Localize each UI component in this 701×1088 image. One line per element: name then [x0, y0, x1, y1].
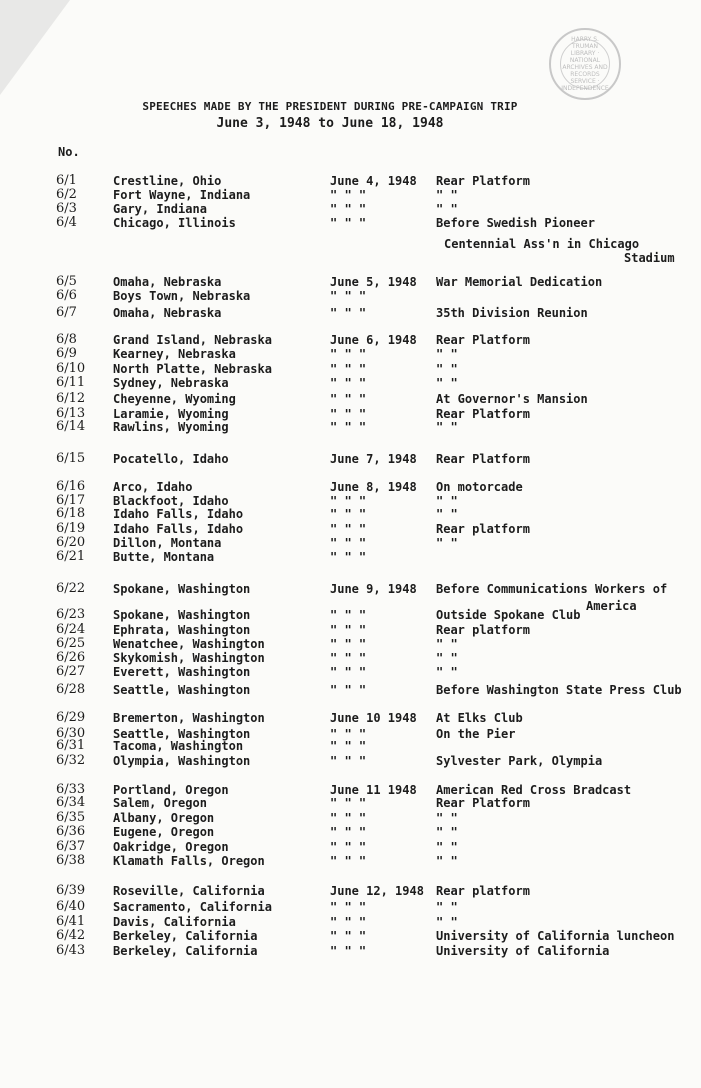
speech-location: Omaha, Nebraska [113, 306, 222, 320]
speech-row [0, 796, 701, 812]
speech-location: Portland, Oregon [113, 783, 229, 797]
speech-date: " " " [330, 825, 367, 839]
speech-number: 6/6 [56, 288, 77, 303]
speech-note: " " [436, 376, 458, 390]
speech-date: " " " [330, 840, 367, 854]
speech-location: Bremerton, Washington [113, 711, 265, 725]
speech-number: 6/7 [56, 305, 77, 320]
speech-location: Oakridge, Oregon [113, 840, 229, 854]
speech-location: Kearney, Nebraska [113, 347, 236, 361]
speech-note: Rear platform [436, 623, 530, 637]
speech-date: " " " [330, 347, 367, 361]
speech-note: On motorcade [436, 480, 523, 494]
speech-number: 6/36 [56, 824, 86, 839]
speech-location: Cheyenne, Wyoming [113, 392, 236, 406]
speech-number: 6/31 [56, 738, 86, 753]
speech-number: 6/25 [56, 636, 86, 651]
speech-note: " " [436, 536, 458, 550]
speech-number: 6/22 [56, 581, 86, 596]
speech-row [0, 739, 701, 755]
speech-date: " " " [330, 929, 367, 943]
speech-date: " " " [330, 494, 367, 508]
speech-location: Seattle, Washington [113, 683, 251, 697]
page-fold [0, 0, 70, 95]
speech-note: War Memorial Dedication [436, 275, 603, 289]
speech-location: Skykomish, Washington [113, 651, 265, 665]
speech-number: 6/16 [56, 479, 86, 494]
speech-location: Albany, Oregon [113, 811, 215, 825]
speech-row [0, 306, 701, 322]
speech-date: " " " [330, 420, 367, 434]
speech-location: Dillon, Montana [113, 536, 222, 550]
speech-location: Spokane, Washington [113, 608, 251, 622]
speech-date: " " " [330, 665, 367, 679]
speech-date: " " " [330, 188, 367, 202]
speech-date: June 11 1948 [330, 783, 417, 797]
speech-number: 6/38 [56, 853, 86, 868]
speech-location: Seattle, Washington [113, 727, 251, 741]
speech-note: Rear Platform [436, 796, 530, 810]
speech-row [0, 884, 701, 900]
speech-number: 6/4 [56, 215, 77, 230]
speech-note: Rear platform [436, 522, 530, 536]
speech-location: Roseville, California [113, 884, 265, 898]
speech-row [0, 665, 701, 681]
speech-location: Everett, Washington [113, 665, 251, 679]
speech-location: Fort Wayne, Indiana [113, 188, 251, 202]
speech-location: Sydney, Nebraska [113, 376, 229, 390]
speech-note: " " [436, 825, 458, 839]
speech-number: 6/23 [56, 607, 86, 622]
speech-date: " " " [330, 550, 367, 564]
speech-row [0, 452, 701, 468]
speech-number: 6/35 [56, 810, 86, 825]
speech-row [0, 289, 701, 305]
speech-row [0, 507, 701, 523]
speech-date: " " " [330, 854, 367, 868]
speech-date: " " " [330, 754, 367, 768]
speech-date: June 5, 1948 [330, 275, 417, 289]
speech-note: " " [436, 420, 458, 434]
library-stamp [549, 28, 621, 100]
speech-number: 6/21 [56, 549, 86, 564]
speech-location: Berkeley, California [113, 929, 258, 943]
speech-note: On the Pier [436, 727, 516, 741]
speech-row [0, 582, 701, 598]
speech-note: " " [436, 188, 458, 202]
speech-location: Boys Town, Nebraska [113, 289, 251, 303]
speech-note: " " [436, 900, 458, 914]
speech-note: At Elks Club [436, 711, 523, 725]
speech-number: 6/17 [56, 493, 86, 508]
speech-date: " " " [330, 306, 367, 320]
speech-number: 6/9 [56, 346, 77, 361]
document-date-range: June 3, 1948 to June 18, 1948 [216, 116, 444, 131]
speech-number: 6/37 [56, 839, 86, 854]
speech-location: Butte, Montana [113, 550, 215, 564]
library-stamp-text: HARRY S. TRUMAN LIBRARY · NATIONAL ARCHIVES AND RECORDS SERVICE · INDEPENDENCE [561, 36, 609, 92]
speech-number: 6/41 [56, 914, 86, 929]
speech-date: " " " [330, 216, 367, 230]
speech-date: June 10 1948 [330, 711, 417, 725]
speech-date: " " " [330, 796, 367, 810]
speech-number: 6/1 [56, 173, 77, 188]
speech-note: " " [436, 494, 458, 508]
speech-date: " " " [330, 202, 367, 216]
speech-note: " " [436, 840, 458, 854]
speech-row [0, 392, 701, 408]
speech-number: 6/12 [56, 391, 86, 406]
speech-row [0, 420, 701, 436]
speech-date: " " " [330, 623, 367, 637]
speech-date: " " " [330, 900, 367, 914]
speech-number: 6/24 [56, 622, 86, 637]
speech-number: 6/34 [56, 795, 86, 810]
speech-location: Crestline, Ohio [113, 174, 222, 188]
speech-note: " " [436, 347, 458, 361]
speech-date: " " " [330, 536, 367, 550]
speech-row [0, 683, 701, 699]
speech-row [0, 376, 701, 392]
speech-date: " " " [330, 392, 367, 406]
speech-number: 6/39 [56, 883, 86, 898]
speech-note: Rear platform [436, 884, 530, 898]
speech-number: 6/27 [56, 664, 86, 679]
speech-number: 6/18 [56, 506, 86, 521]
speech-location: Arco, Idaho [113, 480, 193, 494]
speech-date: " " " [330, 915, 367, 929]
speech-location: North Platte, Nebraska [113, 362, 272, 376]
speech-location: Grand Island, Nebraska [113, 333, 272, 347]
note-continuation: America [586, 599, 637, 613]
speech-location: Rawlins, Wyoming [113, 420, 229, 434]
note-continuation: Stadium [624, 251, 675, 265]
speech-number: 6/3 [56, 201, 77, 216]
speech-location: Pocatello, Idaho [113, 452, 229, 466]
speech-location: Blackfoot, Idaho [113, 494, 229, 508]
speech-note: At Governor's Mansion [436, 392, 588, 406]
speech-note: " " [436, 202, 458, 216]
speech-note: " " [436, 811, 458, 825]
speech-note: " " [436, 507, 458, 521]
speech-date: " " " [330, 407, 367, 421]
speech-row [0, 854, 701, 870]
speech-note: Before Swedish Pioneer [436, 216, 595, 230]
speech-number: 6/15 [56, 451, 86, 466]
speech-note: University of California luncheon [436, 929, 675, 943]
speech-note: " " [436, 651, 458, 665]
speech-date: June 9, 1948 [330, 582, 417, 596]
speech-date: June 12, 1948 [330, 884, 424, 898]
speech-row [0, 711, 701, 727]
speech-number: 6/20 [56, 535, 86, 550]
speech-number: 6/8 [56, 332, 77, 347]
speech-row [0, 944, 701, 960]
speech-note: " " [436, 362, 458, 376]
speech-number: 6/2 [56, 187, 77, 202]
speech-date: " " " [330, 376, 367, 390]
speech-row [0, 825, 701, 841]
speech-location: Sacramento, California [113, 900, 272, 914]
speech-location: Idaho Falls, Idaho [113, 522, 244, 536]
speech-number: 6/11 [56, 375, 86, 390]
speech-location: Wenatchee, Washington [113, 637, 265, 651]
speech-date: " " " [330, 811, 367, 825]
speech-note: Before Washington State Press Club [436, 683, 682, 697]
speech-date: " " " [330, 362, 367, 376]
speech-date: " " " [330, 507, 367, 521]
number-column-header: No. [58, 145, 80, 159]
speech-row [0, 216, 701, 232]
speech-row [0, 754, 701, 770]
speech-location: Olympia, Washington [113, 754, 251, 768]
speech-date: " " " [330, 739, 367, 753]
note-continuation: Centennial Ass'n in Chicago [444, 237, 640, 251]
speech-number: 6/14 [56, 419, 86, 434]
speech-note: 35th Division Reunion [436, 306, 588, 320]
speech-location: Laramie, Wyoming [113, 407, 229, 421]
speech-note: " " [436, 854, 458, 868]
speech-location: Ephrata, Washington [113, 623, 251, 637]
speech-date: " " " [330, 608, 367, 622]
speech-number: 6/43 [56, 943, 86, 958]
speech-number: 6/13 [56, 406, 86, 421]
speech-location: Tacoma, Washington [113, 739, 244, 753]
speech-date: June 8, 1948 [330, 480, 417, 494]
speech-number: 6/42 [56, 928, 86, 943]
speech-date: " " " [330, 683, 367, 697]
speech-row [0, 929, 701, 945]
speech-number: 6/28 [56, 682, 86, 697]
speech-location: Idaho Falls, Idaho [113, 507, 244, 521]
speech-note: Rear Platform [436, 174, 530, 188]
speech-note: Sylvester Park, Olympia [436, 754, 603, 768]
speech-date: " " " [330, 651, 367, 665]
speech-note: " " [436, 637, 458, 651]
speech-location: Salem, Oregon [113, 796, 207, 810]
speech-location: Omaha, Nebraska [113, 275, 222, 289]
speech-note: University of California [436, 944, 610, 958]
speech-note: " " [436, 665, 458, 679]
speech-location: Davis, California [113, 915, 236, 929]
speech-note: Rear Platform [436, 333, 530, 347]
speech-note: American Red Cross Bradcast [436, 783, 632, 797]
speech-date: June 6, 1948 [330, 333, 417, 347]
speech-note: Rear Platform [436, 452, 530, 466]
speech-location: Klamath Falls, Oregon [113, 854, 265, 868]
speech-row [0, 347, 701, 363]
speech-number: 6/29 [56, 710, 86, 725]
speech-note: Rear Platform [436, 407, 530, 421]
speech-note: " " [436, 915, 458, 929]
speech-location: Gary, Indiana [113, 202, 207, 216]
speech-number: 6/19 [56, 521, 86, 536]
speech-number: 6/40 [56, 899, 86, 914]
speech-date: " " " [330, 289, 367, 303]
speech-location: Chicago, Illinois [113, 216, 236, 230]
speech-row [0, 550, 701, 566]
document-title: SPEECHES MADE BY THE PRESIDENT DURING PRE-CAMPAIGN TRIP [142, 100, 518, 113]
speech-note: Before Communications Workers of [436, 582, 668, 596]
speech-number: 6/5 [56, 274, 77, 289]
speech-row [0, 900, 701, 916]
speech-date: June 7, 1948 [330, 452, 417, 466]
speech-date: " " " [330, 637, 367, 651]
speech-number: 6/33 [56, 782, 86, 797]
speech-location: Berkeley, California [113, 944, 258, 958]
speech-location: Eugene, Oregon [113, 825, 215, 839]
speech-note: Outside Spokane Club [436, 608, 581, 622]
speech-number: 6/26 [56, 650, 86, 665]
speech-number: 6/32 [56, 753, 86, 768]
speech-date: " " " [330, 944, 367, 958]
speech-number: 6/10 [56, 361, 86, 376]
speech-date: " " " [330, 727, 367, 741]
speech-date: " " " [330, 522, 367, 536]
speech-date: June 4, 1948 [330, 174, 417, 188]
speech-location: Spokane, Washington [113, 582, 251, 596]
speech-number: 6/30 [56, 726, 86, 741]
